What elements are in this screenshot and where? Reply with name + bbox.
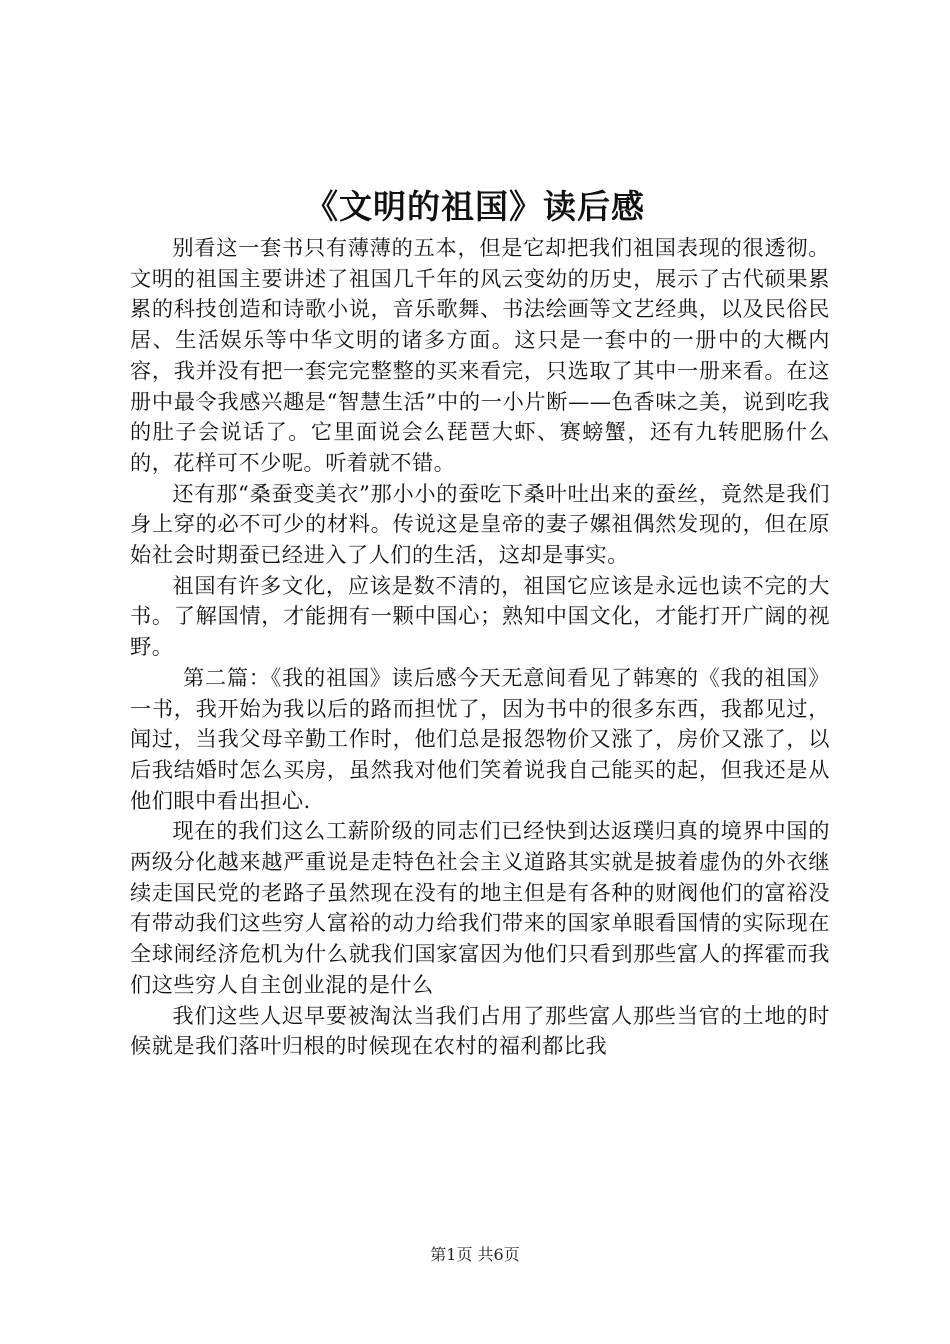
paragraph-4: 第二篇：《我的祖国》读后感今天无意间看见了韩寒的《我的祖国》一书，我开始为我以后的路而担忧了，因为书中的很多东西，我都见过，闻过，当我父母辛勤工作时，他们总是报怨物价又涨了，房价又涨了，以后我结婚时怎么买房，虽然我对他们笑着说我自己能买的起，但我还是从他们眼中看出担心. <box>130 664 830 813</box>
paragraph-6: 我们这些人迟早要被淘汰当我们占用了那些富人那些当官的土地的时候就是我们落叶归根的时候现在农村的福利都比我 <box>130 1002 830 1059</box>
page-footer: 第1页 共6页 <box>430 1245 520 1264</box>
paragraph-3: 祖国有许多文化，应该是数不清的，祖国它应该是永远也读不完的大书。了解国情，才能拥有一颗中国心；熟知中国文化，才能打开广阔的视野。 <box>130 572 830 660</box>
paragraph-5: 现在的我们这么工薪阶级的同志们已经快到达返璞归真的境界中国的两级分化越来越严重说是走特色社会主义道路其实就是披着虚伪的外衣继续走国民党的老路子虽然现在没有的地主但是有各种的财阀他们的富裕没有带动我们这些穷人富裕的动力给我们带来的国家单眼看国情的实际现在全球闹经济危机为什么就我们国家富因为他们只看到那些富人的挥霍而我们这些穷人自主创业混的是什么 <box>130 818 830 997</box>
document-body <box>130 233 830 1062</box>
document-title: 《文明的祖国》读后感 <box>305 187 645 226</box>
paragraph-1: 别看这一套书只有薄薄的五本，但是它却把我们祖国表现的很透彻。文明的祖国主要讲述了祖国几千年的风云变幼的历史，展示了古代硕果累累的科技创造和诗歌小说，音乐歌舞、书法绘画等文艺经典，以及民俗民居、生活娱乐等中华文明的诸多方面。这只是一套中的一册中的大概内容，我并没有把一套完完整整的买来看完，只选取了其中一册来看。在这册中最令我感兴趣是“智慧生活”中的一小片断——色香味之美，说到吃我的肚子会说话了。它里面说会么琵琶大虾、赛螃蟹，还有九转肥肠什么的，花样可不少呢。听着就不错。 <box>130 235 830 475</box>
paragraph-2: 还有那“桑蚕变美衣”那小小的蚕吃下桑叶吐出来的蚕丝，竟然是我们身上穿的必不可少的材料。传说这是皇帝的妻子嫘祖偶然发现的，但在原始社会时期蚕已经进入了人们的生活，这却是事实。 <box>130 480 830 568</box>
